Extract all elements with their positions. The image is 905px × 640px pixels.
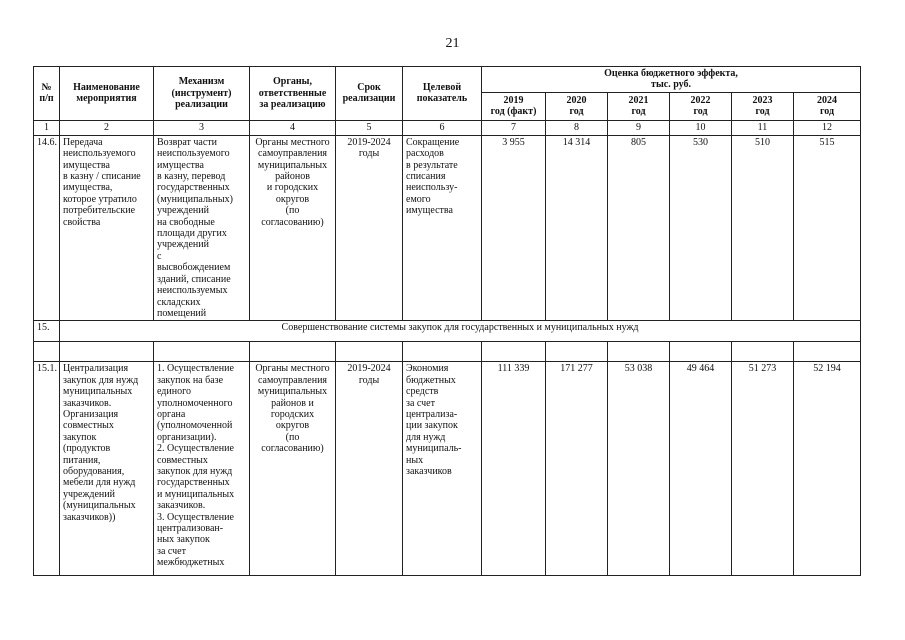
spacer-row	[34, 342, 861, 362]
row-mechanism: 1. Осуществление закупок на базе единого уполномоченного органа (уполномоченной организации). 2. Осуществление совместных закупок для нужд государственных и муниципальных заказчиков. 3. Осуществление централизован- ных закупок за счет межбюджетных	[154, 362, 250, 576]
row-value-2020: 14 314	[546, 135, 608, 321]
section-title: Совершенствование системы закупок для государственных и муниципальных нужд	[60, 321, 861, 342]
header-mechanism: Механизм (инструмент) реализации	[154, 67, 250, 121]
header-year-2019: 2019 год (факт)	[482, 92, 546, 120]
row-value-2023: 510	[732, 135, 794, 321]
header-budget-effect: Оценка бюджетного эффекта, тыс. руб.	[482, 67, 861, 93]
row-num: 15.1.	[34, 362, 60, 576]
row-value-2022: 530	[670, 135, 732, 321]
row-value-2024: 515	[794, 135, 861, 321]
column-number: 10	[670, 120, 732, 135]
header-target: Целевой показатель	[403, 67, 482, 121]
row-target: Экономия бюджетных средств за счет централиза- ции закупок для нужд муниципаль- ных заказчиков	[403, 362, 482, 576]
row-value-2021: 53 038	[608, 362, 670, 576]
row-term: 2019-2024 годы	[336, 362, 403, 576]
row-value-2021: 805	[608, 135, 670, 321]
column-number: 2	[60, 120, 154, 135]
column-numbers-row	[34, 120, 861, 135]
budget-effect-table	[33, 66, 861, 576]
row-value-2019: 3 955	[482, 135, 546, 321]
column-number: 9	[608, 120, 670, 135]
header-year-2023: 2023 год	[732, 92, 794, 120]
header-name: Наименование мероприятия	[60, 67, 154, 121]
row-term: 2019-2024 годы	[336, 135, 403, 321]
header-year-2024: 2024 год	[794, 92, 861, 120]
row-organs: Органы местного самоуправления муниципальных районов и городских округов (по согласованию)	[250, 362, 336, 576]
column-number: 11	[732, 120, 794, 135]
row-value-2022: 49 464	[670, 362, 732, 576]
row-value-2019: 111 339	[482, 362, 546, 576]
header-num: № п/п	[34, 67, 60, 121]
table-row	[34, 362, 861, 576]
header-organs: Органы, ответственные за реализацию	[250, 67, 336, 121]
header-year-2022: 2022 год	[670, 92, 732, 120]
row-value-2023: 51 273	[732, 362, 794, 576]
column-number: 3	[154, 120, 250, 135]
table-row	[34, 135, 861, 321]
row-value-2020: 171 277	[546, 362, 608, 576]
column-number: 5	[336, 120, 403, 135]
row-organs: Органы местного самоуправления муниципальных районов и городских округов (по согласованию)	[250, 135, 336, 321]
column-number: 8	[546, 120, 608, 135]
row-num: 14.6.	[34, 135, 60, 321]
section-num: 15.	[34, 321, 60, 342]
page-number: 21	[445, 36, 460, 51]
column-number: 1	[34, 120, 60, 135]
section-row	[34, 321, 861, 342]
row-name: Централизация закупок для нужд муниципальных заказчиков. Организация совместных закупок (продуктов питания, оборудования, мебели для нужд учреждений (муниципальных заказчиков))	[60, 362, 154, 576]
row-name: Передача неиспользуемого имущества в казну / списание имущества, которое утратило потребительские свойства	[60, 135, 154, 321]
column-number: 12	[794, 120, 861, 135]
header-year-2021: 2021 год	[608, 92, 670, 120]
column-number: 6	[403, 120, 482, 135]
row-value-2024: 52 194	[794, 362, 861, 576]
row-target: Сокращение расходов в результате списания неиспользу- емого имущества	[403, 135, 482, 321]
column-number: 4	[250, 120, 336, 135]
header-term: Срок реализации	[336, 67, 403, 121]
column-number: 7	[482, 120, 546, 135]
header-year-2020: 2020 год	[546, 92, 608, 120]
row-mechanism: Возврат части неиспользуемого имущества в казну, перевод государственных (муниципальных) учреждений на свободные площади других учреждений с высвобождением зданий, списание неиспользуемых складских помещений	[154, 135, 250, 321]
